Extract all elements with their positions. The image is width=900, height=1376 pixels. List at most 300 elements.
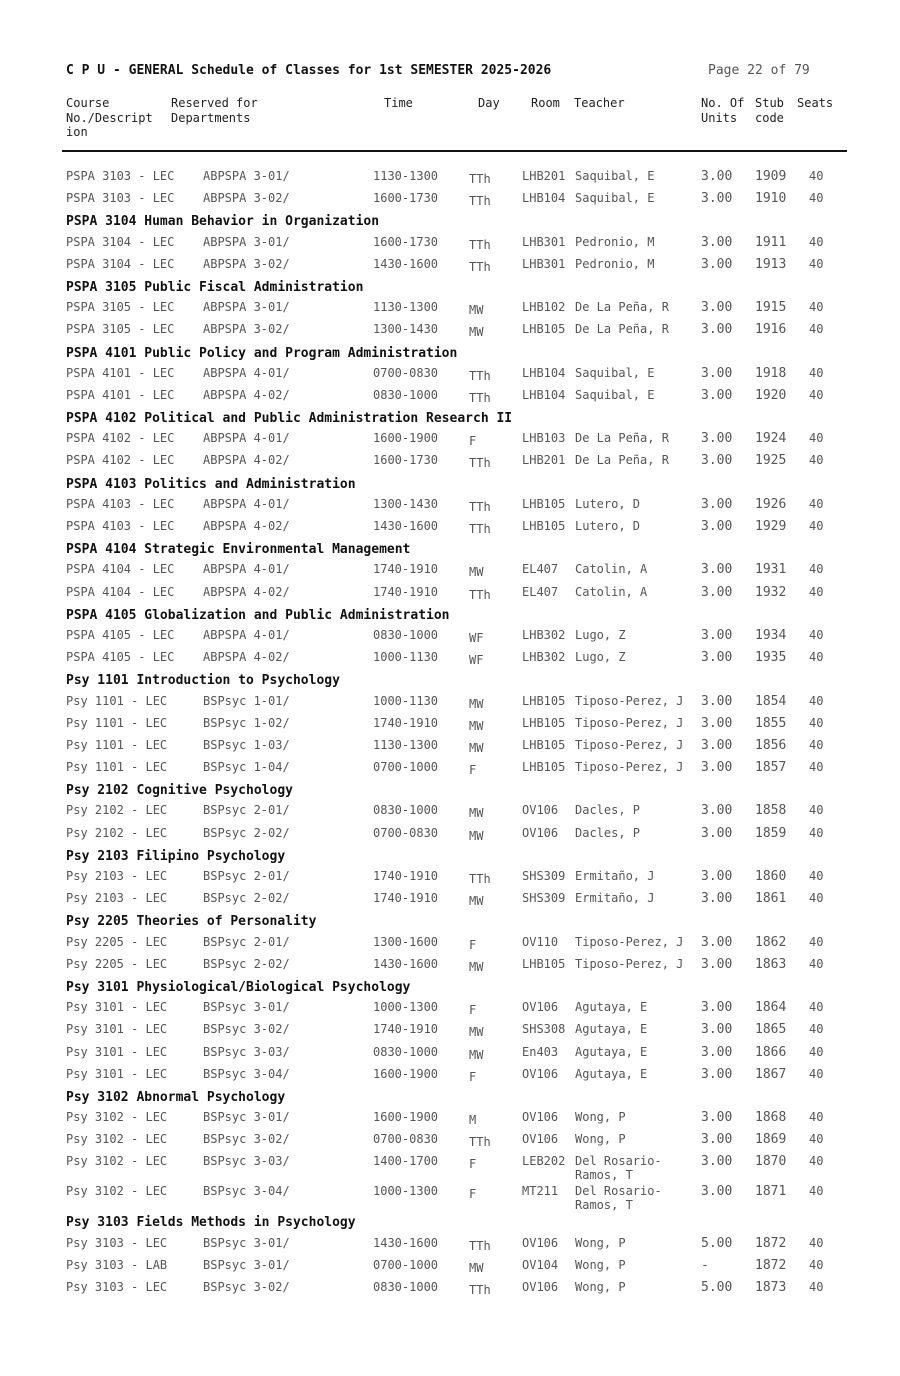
class-day: F — [469, 1157, 477, 1172]
room: SHS309 — [522, 869, 566, 883]
stub-code: 1868 — [755, 1110, 787, 1126]
reserved-dept: ABPSPA 3-01/ — [203, 234, 290, 249]
class-time: 0830-1000 — [373, 627, 439, 642]
course-code: PSPA 4101 - LEC — [66, 365, 175, 380]
room: SHS309 — [522, 891, 566, 906]
units: 3.00 — [701, 453, 733, 469]
course-heading — [0, 975, 900, 996]
class-day: TTh — [469, 456, 491, 471]
course-code: Psy 3101 - LEC — [66, 1044, 168, 1059]
stub-code: 1916 — [755, 322, 787, 338]
teacher: De La Peña, R — [575, 431, 669, 446]
room: LEB202 — [522, 1154, 566, 1169]
reserved-dept: BSPsyc 3-01/ — [203, 1235, 290, 1250]
class-time: 1130-1300 — [373, 169, 439, 183]
course-code: Psy 3102 - LEC — [66, 1154, 168, 1169]
stub-code: 1863 — [755, 956, 787, 972]
teacher: Ermitaño, J — [575, 891, 655, 906]
stub-code: 1866 — [755, 1044, 787, 1060]
course-code: Psy 1101 - LEC — [66, 737, 168, 752]
course-heading — [0, 406, 900, 427]
seats: 40 — [809, 322, 824, 337]
course-code: Psy 1101 - LEC — [66, 693, 168, 708]
stub-code: 1871 — [755, 1184, 787, 1200]
room: LHB105 — [522, 519, 566, 533]
reserved-dept: BSPsyc 2-01/ — [203, 869, 290, 883]
schedule-row — [0, 931, 900, 953]
seats: 40 — [809, 1280, 824, 1294]
schedule-row — [0, 953, 900, 975]
seats: 40 — [809, 496, 824, 511]
stub-code: 1867 — [755, 1066, 787, 1082]
stub-code: 1859 — [755, 825, 787, 841]
teacher: De La Peña, R — [575, 322, 669, 337]
stub-code: 1926 — [755, 496, 787, 512]
class-day: TTh — [469, 499, 491, 514]
class-day: F — [469, 1003, 477, 1018]
schedule-row — [0, 1254, 900, 1276]
class-day: MW — [469, 718, 484, 733]
seats: 40 — [809, 760, 824, 775]
schedule-row — [0, 384, 900, 406]
seats: 40 — [809, 627, 824, 642]
stub-code: 1924 — [755, 431, 787, 447]
room: MT211 — [522, 1184, 559, 1199]
units: 5.00 — [701, 1280, 733, 1295]
reserved-dept: BSPsyc 2-01/ — [203, 803, 290, 818]
room: OV106 — [522, 1000, 559, 1015]
schedule-row — [0, 558, 900, 580]
room: OV106 — [522, 803, 559, 818]
course-code: Psy 3103 - LAB — [66, 1257, 168, 1272]
class-time: 0700-1000 — [373, 760, 439, 775]
class-time: 1740-1910 — [373, 562, 439, 577]
reserved-dept: ABPSPA 3-01/ — [203, 169, 290, 183]
course-heading — [0, 603, 900, 624]
class-time: 1600-1900 — [373, 1066, 439, 1081]
class-day: TTh — [469, 522, 491, 536]
schedule-row — [0, 996, 900, 1018]
units: 3.00 — [701, 869, 733, 884]
course-heading — [0, 472, 900, 493]
course-heading — [0, 668, 900, 689]
class-day: TTh — [469, 237, 491, 252]
class-day: MW — [469, 828, 484, 843]
col-course: Course No./Descript ion — [66, 96, 153, 139]
seats: 40 — [809, 1110, 824, 1125]
room: LHB105 — [522, 760, 566, 775]
units: 3.00 — [701, 322, 733, 338]
teacher: Tiposo-Perez, J — [575, 693, 684, 708]
room: LHB201 — [522, 453, 566, 468]
teacher: Tiposo-Perez, J — [575, 737, 684, 752]
class-day: MW — [469, 1025, 484, 1040]
course-code: Psy 3101 - LEC — [66, 1022, 168, 1037]
units: 3.00 — [701, 1044, 733, 1060]
class-time: 1430-1600 — [373, 956, 439, 971]
seats: 40 — [809, 1022, 824, 1037]
course-code: Psy 1101 - LEC — [66, 715, 168, 730]
class-day: MW — [469, 303, 484, 318]
units: 3.00 — [701, 1132, 733, 1148]
schedule-row — [0, 515, 900, 537]
teacher: Dacles, P — [575, 825, 641, 840]
room: EL407 — [522, 562, 559, 577]
schedule-title: C P U - GENERAL Schedule of Classes for 1st SEMESTER 2025-2026 — [66, 63, 552, 78]
teacher: Lutero, D — [575, 519, 641, 533]
room: OV106 — [522, 825, 559, 840]
class-day: TTh — [469, 390, 491, 405]
class-day: F — [469, 937, 477, 952]
course-code: PSPA 3103 - LEC — [66, 191, 175, 206]
seats: 40 — [809, 869, 824, 883]
units: 3.00 — [701, 891, 733, 907]
stub-code: 1861 — [755, 891, 787, 907]
stub-code: 1915 — [755, 300, 787, 316]
teacher: Wong, P — [575, 1257, 626, 1272]
schedule-row — [0, 253, 900, 275]
course-code: Psy 2102 - LEC — [66, 803, 168, 818]
teacher: Pedronio, M — [575, 256, 655, 271]
teacher: Saquibal, E — [575, 169, 655, 183]
schedule-row — [0, 362, 900, 384]
stub-code: 1925 — [755, 453, 787, 469]
units: 3.00 — [701, 431, 733, 447]
class-day: MW — [469, 1260, 484, 1275]
class-day: WF — [469, 653, 484, 668]
units: 3.00 — [701, 256, 733, 272]
reserved-dept: BSPsyc 1-04/ — [203, 760, 290, 775]
seats: 40 — [809, 650, 824, 665]
class-time: 0830-1000 — [373, 1280, 439, 1294]
teacher: Catolin, A — [575, 562, 648, 577]
stub-code: 1872 — [755, 1235, 787, 1251]
reserved-dept: BSPsyc 3-02/ — [203, 1280, 290, 1294]
teacher: Catolin, A — [575, 584, 648, 599]
teacher: Agutaya, E — [575, 1044, 648, 1059]
course-heading — [0, 1085, 900, 1106]
teacher: Ermitaño, J — [575, 869, 655, 883]
room: LHB105 — [522, 715, 566, 730]
schedule-body — [0, 165, 900, 1298]
course-code: PSPA 3105 - LEC — [66, 300, 175, 315]
seats: 40 — [809, 300, 824, 315]
stub-code: 1910 — [755, 191, 787, 207]
course-code: PSPA 4104 - LEC — [66, 584, 175, 599]
stub-code: 1909 — [755, 169, 787, 184]
stub-code: 1870 — [755, 1154, 787, 1170]
stub-code: 1856 — [755, 737, 787, 753]
class-time: 1740-1910 — [373, 1022, 439, 1037]
course-code: PSPA 4102 - LEC — [66, 431, 175, 446]
reserved-dept: BSPsyc 3-02/ — [203, 1132, 290, 1147]
course-title: Psy 2103 Filipino Psychology — [66, 848, 286, 864]
course-code: Psy 2103 - LEC — [66, 869, 168, 883]
teacher: De La Peña, R — [575, 453, 669, 468]
room: OV106 — [522, 1235, 559, 1250]
schedule-row — [0, 449, 900, 471]
course-title: Psy 2102 Cognitive Psychology — [66, 783, 293, 799]
schedule-row — [0, 712, 900, 734]
course-code: PSPA 4103 - LEC — [66, 496, 175, 511]
schedule-row — [0, 690, 900, 712]
seats: 40 — [809, 956, 824, 971]
teacher: Saquibal, E — [575, 365, 655, 380]
units: 3.00 — [701, 387, 733, 403]
class-time: 1740-1910 — [373, 891, 439, 906]
reserved-dept: BSPsyc 1-02/ — [203, 715, 290, 730]
course-code: PSPA 4105 - LEC — [66, 650, 175, 665]
col-reserved: Reserved for Departments — [171, 96, 258, 125]
class-time: 1000-1300 — [373, 1184, 439, 1199]
course-code: Psy 3103 - LEC — [66, 1235, 168, 1250]
room: OV106 — [522, 1110, 559, 1125]
class-time: 1600-1730 — [373, 234, 439, 249]
course-code: PSPA 4104 - LEC — [66, 562, 175, 577]
teacher: Tiposo-Perez, J — [575, 760, 684, 775]
class-time: 1600-1900 — [373, 1110, 439, 1125]
class-day: MW — [469, 740, 484, 755]
schedule-row — [0, 734, 900, 756]
seats: 40 — [809, 191, 824, 206]
schedule-row — [0, 165, 900, 187]
room: LHB302 — [522, 627, 566, 642]
units: 3.00 — [701, 365, 733, 381]
course-heading — [0, 275, 900, 296]
course-code: Psy 3103 - LEC — [66, 1280, 168, 1294]
stub-code: 1862 — [755, 934, 787, 950]
reserved-dept: BSPsyc 2-02/ — [203, 825, 290, 840]
class-day: M — [469, 1113, 477, 1128]
course-heading — [0, 909, 900, 930]
teacher: Lugo, Z — [575, 650, 626, 665]
stub-code: 1872 — [755, 1257, 787, 1273]
stub-code: 1929 — [755, 519, 787, 534]
units: 3.00 — [701, 1154, 733, 1170]
schedule-row — [0, 1276, 900, 1298]
course-code: Psy 3102 - LEC — [66, 1110, 168, 1125]
reserved-dept: ABPSPA 4-01/ — [203, 627, 290, 642]
stub-code: 1854 — [755, 693, 787, 709]
units: 3.00 — [701, 300, 733, 316]
class-time: 1740-1910 — [373, 869, 439, 883]
course-title: PSPA 3104 Human Behavior in Organization — [66, 214, 380, 230]
schedule-row — [0, 1150, 900, 1183]
teacher: Saquibal, E — [575, 387, 655, 402]
units: 3.00 — [701, 627, 733, 643]
room: LHB201 — [522, 169, 566, 183]
seats: 40 — [809, 365, 824, 380]
class-time: 0700-0830 — [373, 825, 439, 840]
room: LHB302 — [522, 650, 566, 665]
room: LHB105 — [522, 693, 566, 708]
room: OV106 — [522, 1066, 559, 1081]
reserved-dept: BSPsyc 3-04/ — [203, 1066, 290, 1081]
stub-code: 1934 — [755, 627, 787, 643]
header-rule — [62, 150, 847, 152]
course-code: Psy 3101 - LEC — [66, 1066, 168, 1081]
course-heading — [0, 1210, 900, 1231]
reserved-dept: ABPSPA 4-02/ — [203, 453, 290, 468]
class-time: 1400-1700 — [373, 1154, 439, 1169]
seats: 40 — [809, 1257, 824, 1272]
class-time: 1430-1600 — [373, 1235, 439, 1250]
room: LHB301 — [522, 256, 566, 271]
class-day: F — [469, 763, 477, 778]
stub-code: 1864 — [755, 1000, 787, 1016]
seats: 40 — [809, 584, 824, 599]
seats: 40 — [809, 1154, 824, 1169]
course-code: PSPA 3103 - LEC — [66, 169, 175, 183]
class-day: TTh — [469, 259, 491, 274]
col-stub: Stub code — [755, 96, 784, 125]
course-title: PSPA 3105 Public Fiscal Administration — [66, 279, 364, 295]
schedule-row — [0, 1018, 900, 1040]
course-code: Psy 2102 - LEC — [66, 825, 168, 840]
class-time: 1130-1300 — [373, 300, 439, 315]
class-day: MW — [469, 696, 484, 711]
class-day: TTh — [469, 368, 491, 383]
seats: 40 — [809, 169, 824, 183]
class-time: 0830-1000 — [373, 387, 439, 402]
course-code: PSPA 4105 - LEC — [66, 627, 175, 642]
units: 5.00 — [701, 1235, 733, 1251]
room: EL407 — [522, 584, 559, 599]
reserved-dept: ABPSPA 3-01/ — [203, 300, 290, 315]
seats: 40 — [809, 891, 824, 906]
course-title: Psy 1101 Introduction to Psychology — [66, 673, 340, 689]
class-day: MW — [469, 959, 484, 974]
seats: 40 — [809, 562, 824, 577]
class-day: TTh — [469, 194, 491, 209]
class-day: MW — [469, 565, 484, 580]
course-code: PSPA 4101 - LEC — [66, 387, 175, 402]
class-time: 1130-1300 — [373, 737, 439, 752]
room: LHB104 — [522, 365, 566, 380]
room: LHB103 — [522, 431, 566, 446]
course-code: Psy 2205 - LEC — [66, 934, 168, 949]
schedule-row — [0, 646, 900, 668]
page-number: Page 22 of 79 — [708, 63, 810, 78]
reserved-dept: ABPSPA 4-01/ — [203, 562, 290, 577]
room: LHB105 — [522, 956, 566, 971]
teacher: Tiposo-Perez, J — [575, 715, 684, 730]
schedule-row — [0, 624, 900, 646]
seats: 40 — [809, 387, 824, 402]
seats: 40 — [809, 453, 824, 468]
units: 3.00 — [701, 191, 733, 207]
teacher: Pedronio, M — [575, 234, 655, 249]
units: 3.00 — [701, 956, 733, 972]
class-time: 1000-1300 — [373, 1000, 439, 1015]
units: 3.00 — [701, 650, 733, 666]
units: 3.00 — [701, 693, 733, 709]
stub-code: 1932 — [755, 584, 787, 600]
seats: 40 — [809, 1132, 824, 1147]
units: 3.00 — [701, 1184, 733, 1200]
seats: 40 — [809, 737, 824, 752]
reserved-dept: BSPsyc 2-02/ — [203, 891, 290, 906]
class-day: MW — [469, 806, 484, 821]
stub-code: 1935 — [755, 650, 787, 666]
units: 3.00 — [701, 737, 733, 753]
room: LHB105 — [522, 737, 566, 752]
seats: 40 — [809, 934, 824, 949]
teacher: Tiposo-Perez, J — [575, 956, 684, 971]
course-title: Psy 3101 Physiological/Biological Psychology — [66, 979, 411, 995]
course-title: Psy 3102 Abnormal Psychology — [66, 1089, 286, 1105]
stub-code: 1920 — [755, 387, 787, 403]
class-time: 1740-1910 — [373, 584, 439, 599]
class-time: 1300-1600 — [373, 934, 439, 949]
seats: 40 — [809, 1044, 824, 1059]
stub-code: 1857 — [755, 760, 787, 776]
schedule-row — [0, 1232, 900, 1254]
seats: 40 — [809, 1235, 824, 1250]
teacher: Lutero, D — [575, 496, 641, 511]
teacher: Wong, P — [575, 1132, 626, 1147]
teacher: Wong, P — [575, 1110, 626, 1125]
class-time: 1300-1430 — [373, 322, 439, 337]
units: 3.00 — [701, 934, 733, 950]
course-title: PSPA 4105 Globalization and Public Administration — [66, 607, 450, 623]
stub-code: 1873 — [755, 1280, 787, 1295]
seats: 40 — [809, 256, 824, 271]
reserved-dept: ABPSPA 4-01/ — [203, 365, 290, 380]
course-code: Psy 1101 - LEC — [66, 760, 168, 775]
course-code: PSPA 3105 - LEC — [66, 322, 175, 337]
class-day: F — [469, 434, 477, 449]
reserved-dept: BSPsyc 1-03/ — [203, 737, 290, 752]
course-code: Psy 2205 - LEC — [66, 956, 168, 971]
course-code: Psy 3102 - LEC — [66, 1184, 168, 1199]
reserved-dept: BSPsyc 3-03/ — [203, 1154, 290, 1169]
stub-code: 1865 — [755, 1022, 787, 1038]
stub-code: 1918 — [755, 365, 787, 381]
teacher: Dacles, P — [575, 803, 641, 818]
units: 3.00 — [701, 169, 733, 184]
room: LHB301 — [522, 234, 566, 249]
teacher: Tiposo-Perez, J — [575, 934, 684, 949]
units: 3.00 — [701, 1110, 733, 1126]
col-room: Room — [531, 96, 560, 110]
class-time: 0830-1000 — [373, 1044, 439, 1059]
course-heading — [0, 209, 900, 230]
class-day: TTh — [469, 872, 491, 886]
teacher: Saquibal, E — [575, 191, 655, 206]
schedule-row — [0, 822, 900, 844]
stub-code: 1855 — [755, 715, 787, 731]
class-time: 1740-1910 — [373, 715, 439, 730]
course-title: PSPA 4102 Political and Public Administration Research II — [66, 411, 513, 427]
teacher: Lugo, Z — [575, 627, 626, 642]
room: LHB104 — [522, 387, 566, 402]
units: 3.00 — [701, 803, 733, 819]
class-time: 0700-0830 — [373, 365, 439, 380]
room: SHS308 — [522, 1022, 566, 1037]
reserved-dept: ABPSPA 4-02/ — [203, 519, 290, 533]
schedule-row — [0, 1041, 900, 1063]
schedule-row — [0, 427, 900, 449]
col-units: No. Of Units — [701, 96, 745, 125]
col-time: Time — [384, 96, 413, 110]
reserved-dept: ABPSPA 4-01/ — [203, 431, 290, 446]
class-day: MW — [469, 894, 484, 909]
seats: 40 — [809, 234, 824, 249]
schedule-row — [0, 887, 900, 909]
room: LHB104 — [522, 191, 566, 206]
class-day: TTh — [469, 1238, 491, 1253]
